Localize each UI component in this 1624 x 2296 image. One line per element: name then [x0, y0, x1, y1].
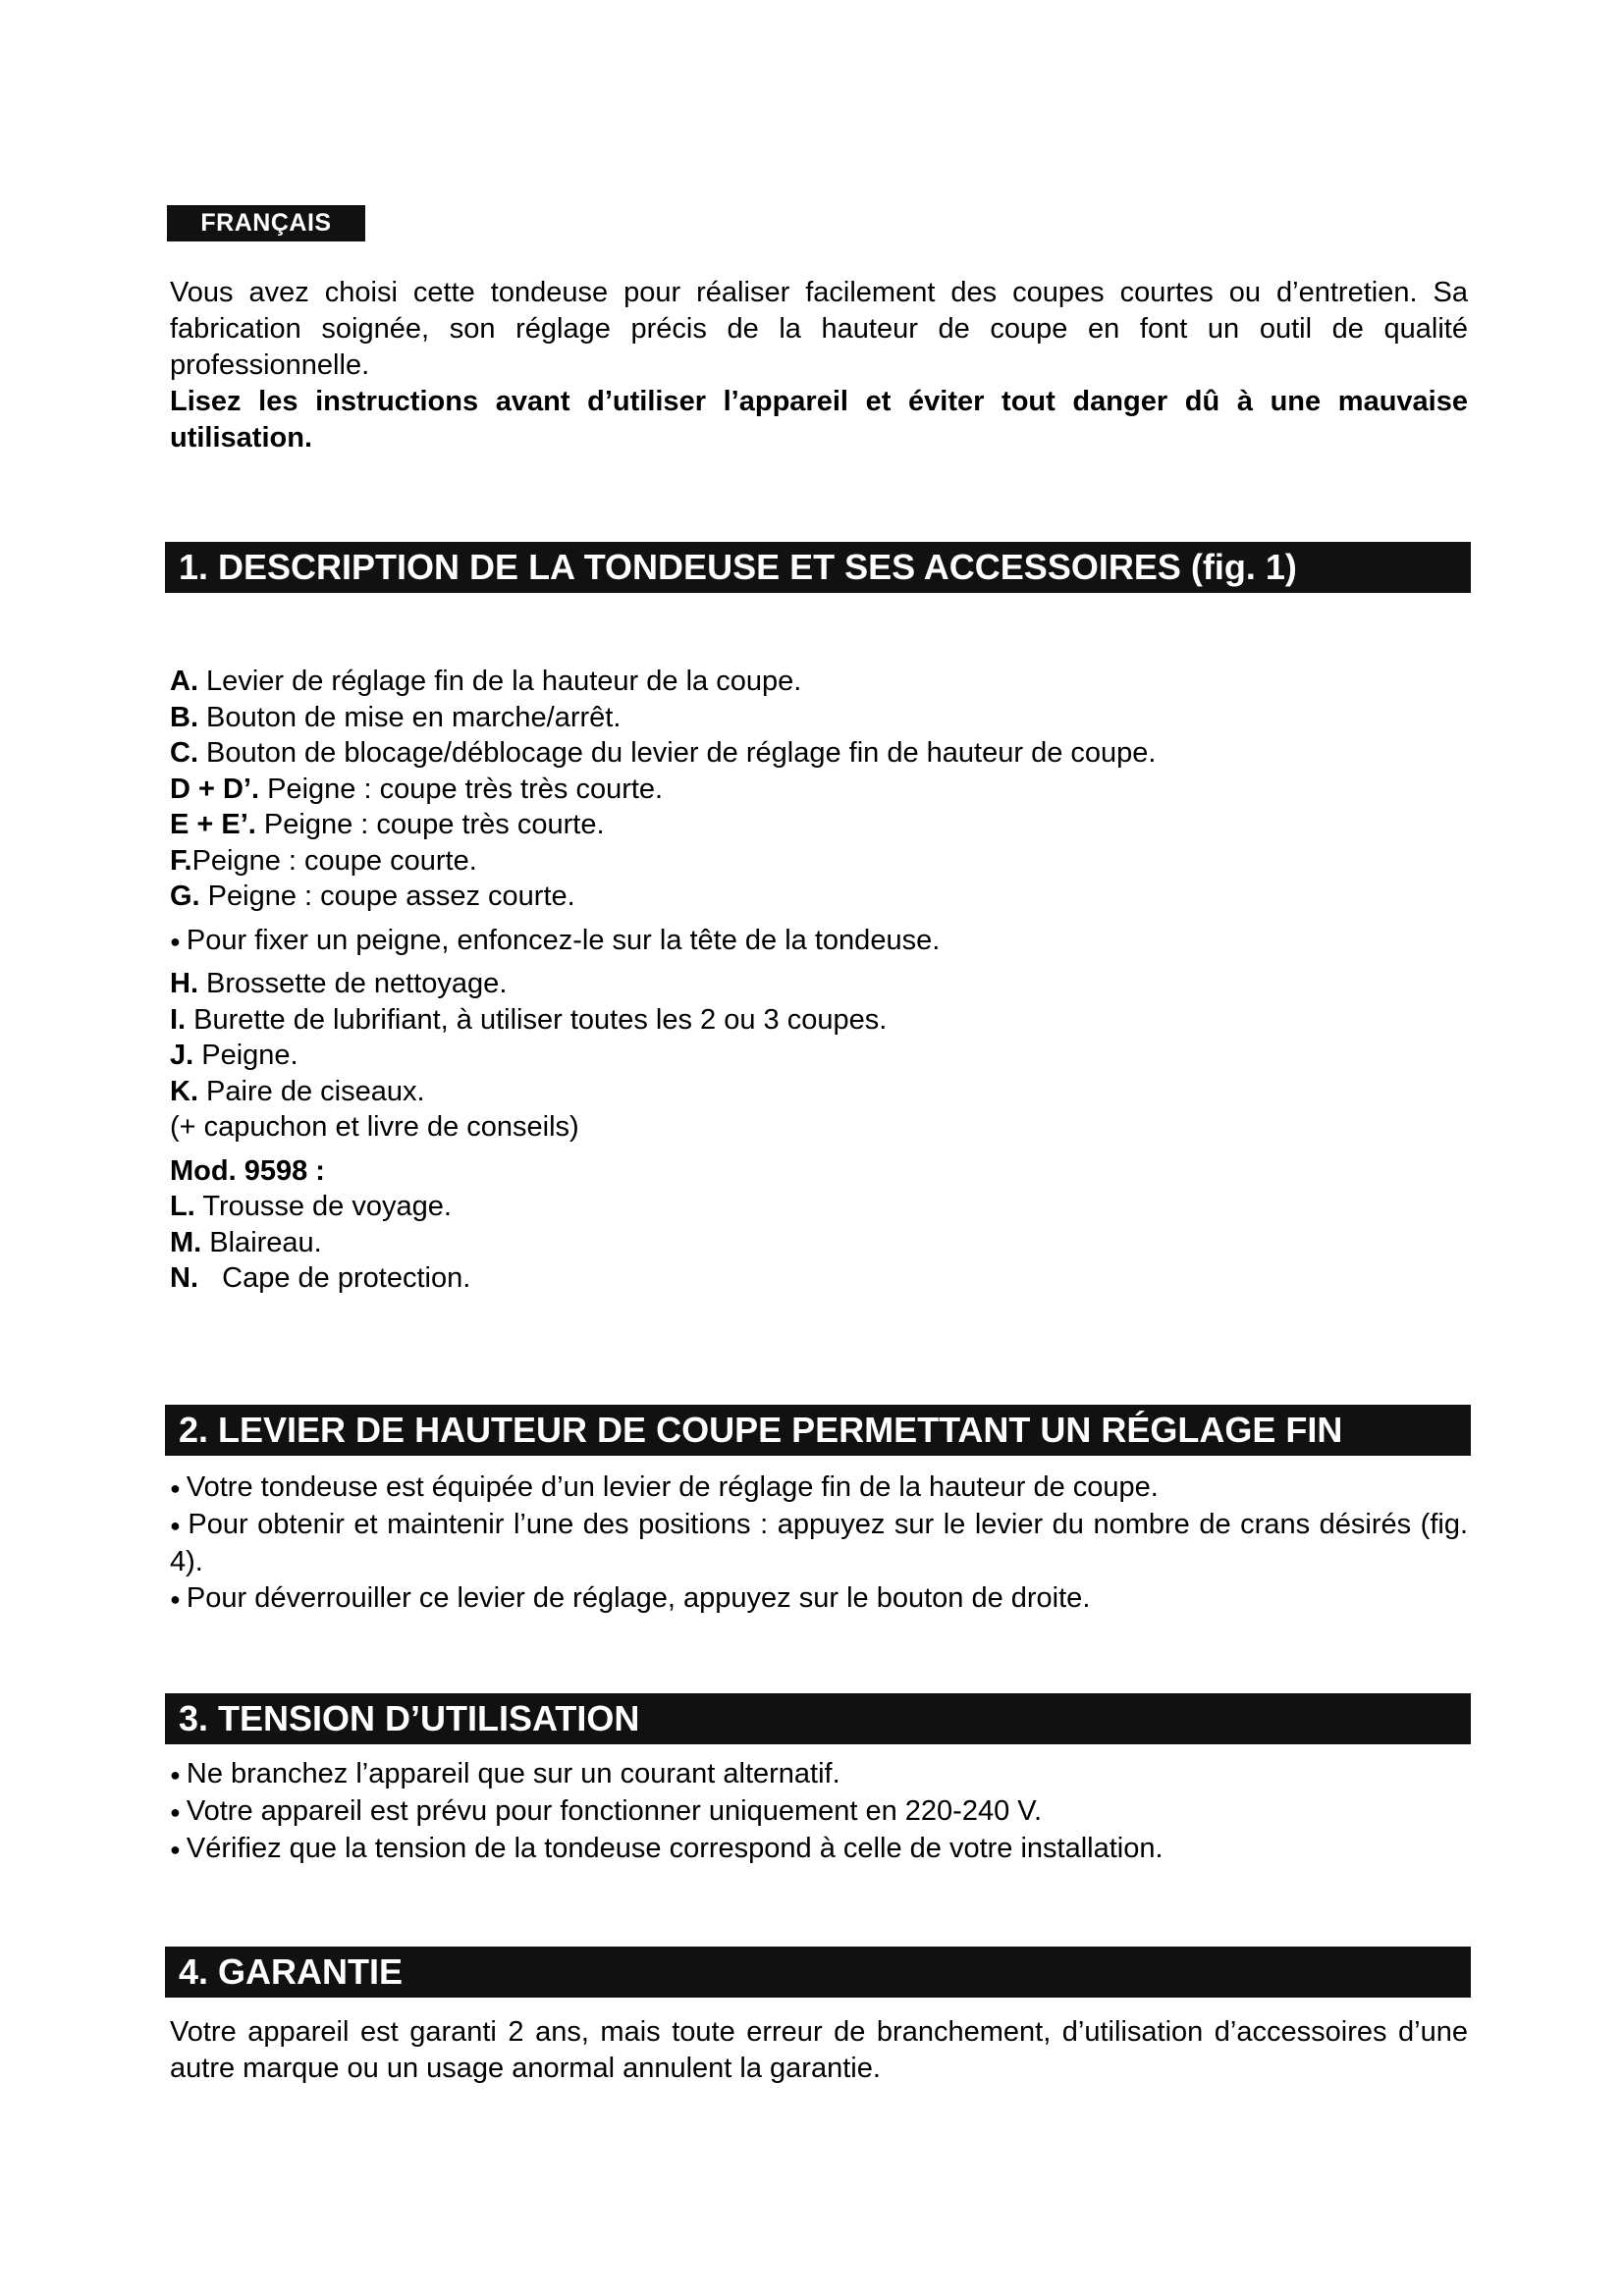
bullet-text: Pour obtenir et maintenir l’une des positions : appuyez sur le levier du nombre de crans désirés (fig. 4).	[170, 1508, 1469, 1577]
item-text: Levier de réglage fin de la hauteur de la coupe.	[198, 666, 802, 697]
item-text: Burette de lubrifiant, à utiliser toutes les 2 ou 3 coupes.	[186, 1003, 888, 1036]
item-key: I.	[170, 1003, 187, 1036]
list-item	[170, 735, 1468, 772]
warranty-text: Votre appareil est garanti 2 ans, mais toute erreur de branchement, d’utilisation d’accessoires d’une autre marque ou un usage anormal annulent la garantie.	[170, 2016, 1468, 2084]
comb-note	[170, 923, 1468, 959]
section-2-title: 2. LEVIER DE HAUTEUR DE COUPE PERMETTANT UN RÉGLAGE FIN	[165, 1405, 1471, 1456]
bullet-text: Votre appareil est prévu pour fonctionner uniquement en 220-240 V.	[186, 1794, 1043, 1827]
section-3-title: 3. TENSION D’UTILISATION	[165, 1693, 1471, 1744]
accessories-list	[170, 664, 1468, 1297]
intro	[170, 275, 1468, 456]
item-text: Cape de protection.	[198, 1262, 471, 1294]
bullet-icon: ●	[170, 1588, 181, 1609]
list-item	[170, 843, 1468, 880]
bullet-icon: ●	[170, 1764, 181, 1785]
item-key: E + E’.	[170, 809, 256, 840]
section-1-title: 1. DESCRIPTION DE LA TONDEUSE ET SES ACCESSOIRES (fig. 1)	[165, 542, 1471, 593]
item-key: L.	[170, 1191, 195, 1222]
item-text: Peigne : coupe très courte.	[255, 809, 605, 840]
item-text: Peigne : coupe assez courte.	[199, 881, 575, 912]
bullet-item	[170, 1793, 1468, 1831]
bullet-text: Pour déverrouiller ce levier de réglage, appuyez sur le bouton de droite.	[186, 1581, 1091, 1614]
section-3-bullets	[170, 1756, 1468, 1868]
list-item	[170, 807, 1468, 843]
section-4-title: 4. GARANTIE	[165, 1947, 1471, 1998]
item-key: A.	[170, 666, 198, 697]
item-key: D + D’.	[170, 773, 260, 805]
bullet-icon: ●	[170, 1839, 181, 1859]
item-key: F.	[170, 844, 192, 877]
item-text: Brossette de nettoyage.	[198, 968, 508, 999]
model-label	[170, 1153, 1468, 1190]
bullet-icon: ●	[170, 1515, 183, 1535]
list-item	[170, 966, 1468, 1002]
list-item	[170, 700, 1468, 736]
item-key: M.	[170, 1226, 202, 1258]
bullet-icon: ●	[170, 931, 181, 951]
note-text: Pour fixer un peigne, enfoncez-le sur la tête de la tondeuse.	[186, 924, 941, 956]
list-item	[170, 1189, 1468, 1225]
item-text: Peigne : coupe très très courte.	[259, 773, 664, 805]
model-label-text: Mod. 9598 :	[170, 1154, 325, 1187]
bullet-text: Vérifiez que la tension de la tondeuse correspond à celle de votre installation.	[186, 1832, 1164, 1864]
item-key: J.	[170, 1040, 194, 1071]
list-item	[170, 1074, 1468, 1110]
section-2-bullets	[170, 1469, 1468, 1618]
bullet-icon: ●	[170, 1801, 181, 1822]
item-text: Peigne.	[193, 1040, 298, 1071]
bullet-icon: ●	[170, 1477, 181, 1498]
item-key: C.	[170, 737, 198, 769]
language-tag: FRANÇAIS	[167, 205, 365, 241]
item-text: Bouton de mise en marche/arrêt.	[198, 701, 622, 733]
item-text: Blaireau.	[201, 1226, 322, 1258]
list-item	[170, 772, 1468, 808]
item-key: B.	[170, 701, 198, 733]
extra-items: (+ capuchon et livre de conseils)	[170, 1111, 579, 1143]
item-key: H.	[170, 968, 198, 999]
bullet-item	[170, 1831, 1468, 1868]
intro-warning: Lisez les instructions avant d’utiliser l’appareil et éviter tout danger dû à une mauvaise utilisation.	[170, 386, 1468, 454]
item-key: N.	[170, 1262, 198, 1294]
item-key: K.	[170, 1075, 198, 1107]
bullet-item	[170, 1580, 1468, 1618]
list-item	[170, 879, 1468, 915]
list-item	[170, 1038, 1468, 1074]
bullet-item	[170, 1469, 1468, 1507]
bullet-text: Votre tondeuse est équipée d’un levier de réglage fin de la hauteur de coupe.	[186, 1471, 1159, 1503]
item-text: Trousse de voyage.	[194, 1191, 452, 1222]
item-text: Bouton de blocage/déblocage du levier de réglage fin de hauteur de coupe.	[198, 737, 1157, 769]
list-item	[170, 1225, 1468, 1261]
item-key: G.	[170, 881, 200, 912]
list-item	[170, 664, 1468, 700]
bullet-text: Ne branchez l’appareil que sur un courant alternatif.	[186, 1758, 840, 1789]
intro-paragraph: Vous avez choisi cette tondeuse pour réaliser facilement des coupes courtes ou d’entretien. Sa fabrication soignée, son réglage précis de la hauteur de coupe en font un outil de qualité professionnelle.	[170, 277, 1468, 381]
list-item	[170, 1260, 1468, 1297]
bullet-item	[170, 1507, 1468, 1580]
list-item	[170, 1002, 1468, 1039]
item-text: Peigne : coupe courte.	[191, 844, 477, 877]
item-text: Paire de ciseaux.	[198, 1075, 425, 1107]
bullet-item	[170, 1756, 1468, 1793]
